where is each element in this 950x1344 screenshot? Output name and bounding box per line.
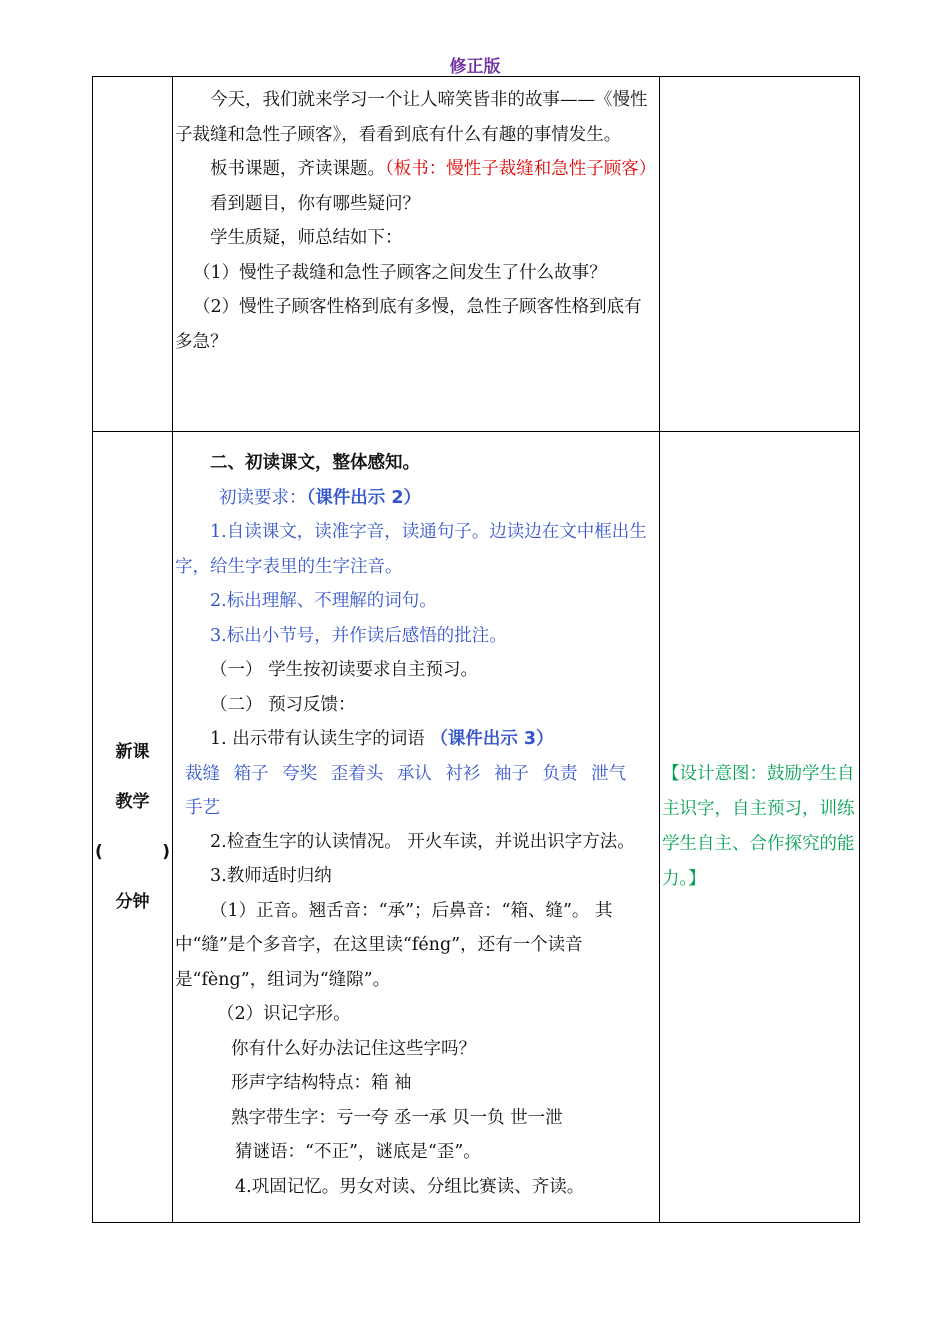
- notes-cell-empty: [660, 77, 860, 432]
- content-cell: [173, 432, 660, 1223]
- page-header: 修正版: [449, 57, 501, 77]
- board-paragraph: [175, 152, 657, 187]
- content-cell: [173, 77, 660, 432]
- vocab-word: 箱子: [233, 763, 269, 784]
- requirement-item: 1.自读课文，读准字音，读通句子。边读边在文中框出生字，给生字表里的生字注音。: [175, 522, 647, 577]
- section-label-cell: [93, 432, 173, 1223]
- vocab-word: 手艺: [185, 797, 220, 818]
- board-intro: 板书课题，齐读课题。: [210, 159, 385, 179]
- requirement-item: 3.标出小节号，并作读后感悟的批注。: [210, 625, 507, 646]
- vocab-word: 袖子: [493, 763, 529, 784]
- requirements-intro: 初读要求：（课件出示 2）: [219, 487, 422, 508]
- vocab-word: 裁缝: [185, 763, 220, 784]
- requirement-item: 2.标出理解、不理解的词句。: [210, 591, 437, 611]
- body-line: 熟字带生字：亏一夸 丞一承 贝一负 世一泄: [231, 1107, 563, 1128]
- label-cell-empty: [93, 77, 173, 432]
- design-note: 【设计意图：鼓励学生自主识字，自主预习，训练学生自主、合作探究的能力。】: [662, 764, 855, 889]
- label-line: 分钟: [115, 892, 150, 912]
- section-heading: 二、初读课文，整体感知。: [210, 453, 420, 473]
- question-item: （1）慢性子裁缝和急性子顾客之间发生了什么故事？: [193, 262, 607, 283]
- body-line: 2.检查生字的认读情况。 开火车读，并说出识字方法。: [210, 831, 635, 852]
- vocab-word: 负责: [542, 763, 578, 784]
- paragraph: 学生质疑，师总结如下：: [210, 228, 403, 248]
- body-line: 4.巩固记忆。男女对读、分组比赛读、齐读。: [235, 1176, 585, 1197]
- question-item: （2）慢性子顾客性格到底有多慢，急性子顾客性格到底有多急？: [175, 297, 642, 352]
- body-line: 猜谜语：“不正”，谜底是“歪”。: [235, 1142, 481, 1162]
- vocab-word: 夸奖: [282, 763, 318, 784]
- body-line: 你有什么好办法记住这些字吗？: [231, 1038, 476, 1059]
- step-item: （二） 预习反馈：: [210, 694, 356, 715]
- vocab-word: 承认: [396, 763, 432, 784]
- label-paren: ( ): [95, 842, 170, 862]
- label-line: 教学: [115, 792, 150, 812]
- body-line: 形声字结构特点：箱 袖: [231, 1073, 412, 1093]
- paragraph: 今天，我们就来学习一个让人啼笑皆非的故事——《慢性子裁缝和急性子顾客》，看看到底有什么有趣的事情发生。: [175, 90, 648, 145]
- step-item: （一） 学生按初读要求自主预习。: [210, 660, 479, 680]
- body-line: 3.教师适时归纳: [210, 866, 332, 886]
- board-note: （板书：慢性子裁缝和急性子顾客）: [385, 159, 657, 179]
- table-row: [93, 432, 860, 1223]
- vocab-word: 歪着头: [330, 763, 384, 784]
- vocab-word: 泄气: [591, 763, 627, 784]
- body-line: （2）识记字形。: [217, 1004, 351, 1024]
- body-line: （1）正音。翘舌音：“承”；后鼻音：“箱、缝”。 其中“缝”是个多音字，在这里读“féng”，还有一个读音是“fèng”，组词为“缝隙”。: [175, 900, 613, 990]
- words-intro: 1. 出示带有认读生字的词语 （课件出示 3）: [210, 729, 554, 749]
- label-line: 新课: [115, 742, 150, 762]
- vocabulary-list: [175, 757, 657, 825]
- table-row: [93, 77, 860, 432]
- paragraph: 看到题目，你有哪些疑问？: [210, 193, 420, 214]
- vocab-word: 衬衫: [445, 763, 481, 784]
- lesson-plan-table: [92, 76, 860, 1223]
- design-note-cell: [660, 432, 860, 1223]
